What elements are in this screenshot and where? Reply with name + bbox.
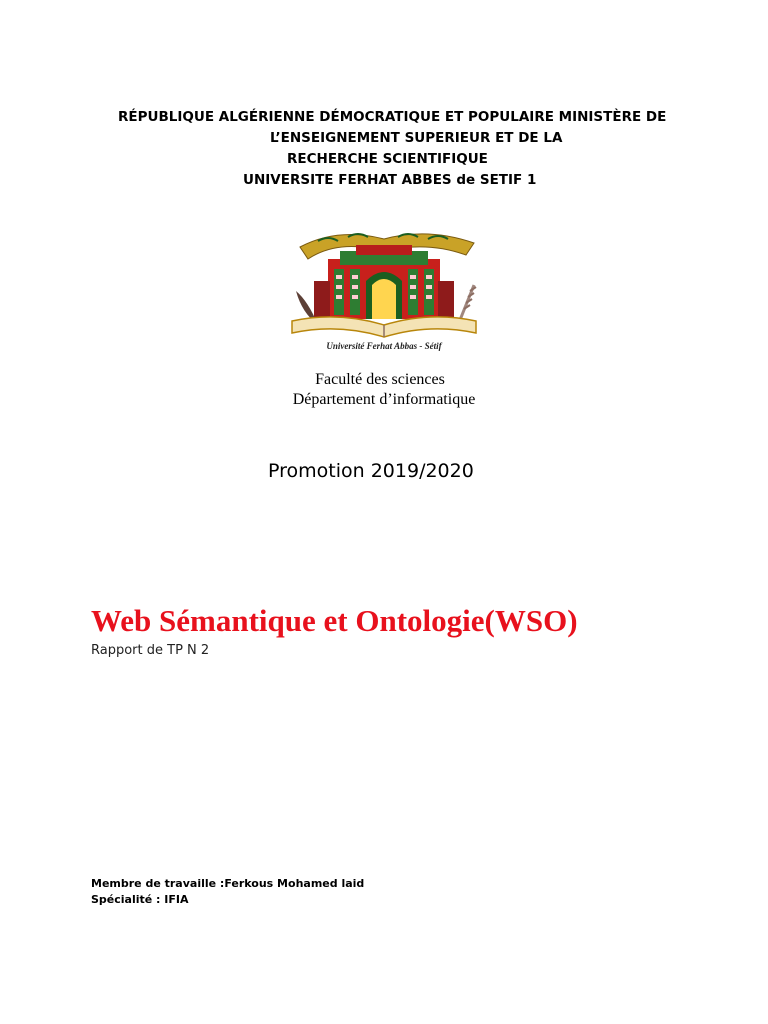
speciality: Spécialité : IFIA bbox=[91, 893, 189, 906]
promotion-year: Promotion 2019/2020 bbox=[268, 460, 474, 482]
course-title: Web Sémantique et Ontologie(WSO) bbox=[91, 603, 578, 638]
header-line-2: L’ENSEIGNEMENT SUPERIEUR ET DE LA bbox=[270, 130, 563, 146]
logo-caption: Université Ferhat Abbas - Sétif bbox=[326, 341, 442, 351]
team-member: Membre de travaille :Ferkous Mohamed laid bbox=[91, 877, 365, 890]
university-logo bbox=[278, 225, 490, 353]
faculty-name: Faculté des sciences bbox=[315, 371, 445, 388]
department-name: Département d’informatique bbox=[292, 391, 476, 408]
header-line-4: UNIVERSITE FERHAT ABBES de SETIF 1 bbox=[243, 172, 537, 188]
header-line-1: RÉPUBLIQUE ALGÉRIENNE DÉMOCRATIQUE ET POPULAIRE MINISTÈRE DE bbox=[118, 109, 667, 125]
header-line-3: RECHERCHE SCIENTIFIQUE bbox=[287, 151, 488, 167]
report-subtitle: Rapport de TP N 2 bbox=[91, 643, 210, 658]
